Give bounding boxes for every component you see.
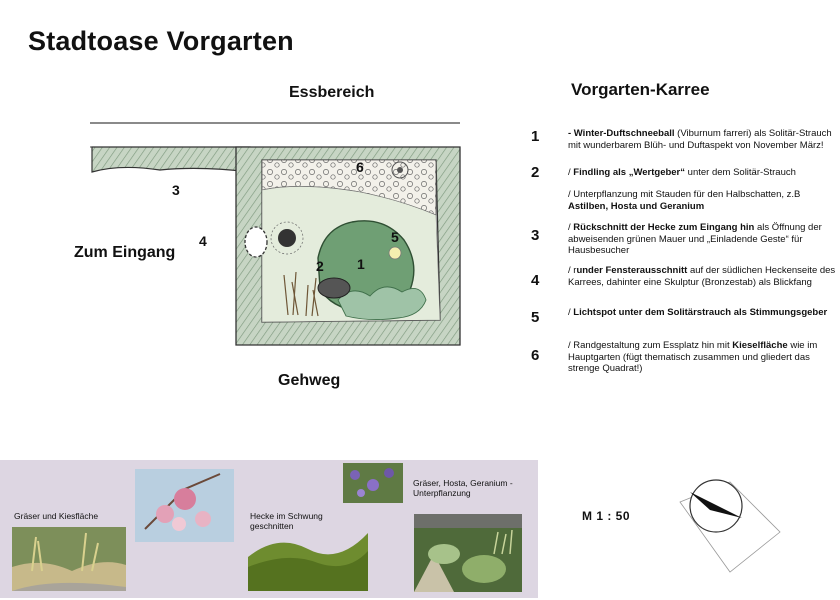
photo-geranium [343,463,403,503]
garden-plan-drawing [0,0,540,440]
photo-viburnum [135,469,234,542]
dark-shrub [278,229,296,247]
caption-hecke: Hecke im Schwung geschnitten [250,511,323,531]
photo-graeser-kies [12,527,126,591]
plan-marker-1: 1 [357,256,365,272]
label-zum-eingang: Zum Eingang [74,244,176,261]
photo-hosta-garden [414,514,522,592]
legend-item-2: / Findling als „Wertgeber“ unter dem Solitär-Strauch [568,167,796,178]
label-essbereich: Essbereich [289,84,375,101]
perennial-underplanting [338,287,426,320]
north-arrow-icon [670,462,800,582]
plan-marker-6: 6 [356,159,364,175]
legend-item-3: / Rückschnitt der Hecke zum Eingang hin als Öffnung der abweisenden grünen Mauer und „Einladende Geste“ für Hausbesucher [568,222,822,256]
legend-number-3: 3 [531,227,540,244]
plan-marker-3: 3 [172,182,180,198]
legend-number-1: 1 [531,128,540,145]
photo-hecke [248,511,368,591]
page-title: Stadtoase Vorgarten [28,26,294,56]
scale-label: M 1 : 50 [582,509,631,523]
boulder [318,278,350,298]
plan-marker-5: 5 [391,229,399,245]
legend-title: Vorgarten-Karree [571,80,710,99]
legend-item-2b: / Unterpflanzung mit Stauden für den Halbschatten, z.B Astilben, Hosta und Geranium [568,189,801,212]
legend-number-5: 5 [531,309,540,326]
legend-item-4: / runder Fensterausschnitt auf der südlichen Heckenseite des Karrees, dahinter eine Skulptur (Bronzestab) als Blickfang [568,265,836,288]
hedge-top [90,123,460,147]
plan-marker-2: 2 [316,258,324,274]
legend-number-6: 6 [531,347,540,364]
legend-item-1: - Winter-Duftschneeball (Viburnum farreri) als Solitär-Strauch mit wunderbarem Blüh- und Duftaspekt von November März! [568,128,832,151]
label-gehweg: Gehweg [278,372,341,389]
legend-number-2: 2 [531,164,540,181]
legend-item-5: / Lichtspot unter dem Solitärstrauch als Stimmungsgeber [568,307,828,318]
plan-marker-4: 4 [199,233,207,249]
light-spot [389,247,401,259]
hedge-entrance [92,147,250,172]
legend-item-6: / Randgestaltung zum Essplatz hin mit Kieselfläche wie im Hauptgarten (fügt thematisch zusammen und gliedert das strenge Quadrat!) [568,340,818,374]
window-cutout [245,227,267,257]
caption-graeser-kies: Gräser und Kiesfläche [14,511,99,521]
caption-stauden: Gräser, Hosta, Geranium - Unterpflanzung [413,478,513,498]
legend-number-4: 4 [531,272,540,289]
